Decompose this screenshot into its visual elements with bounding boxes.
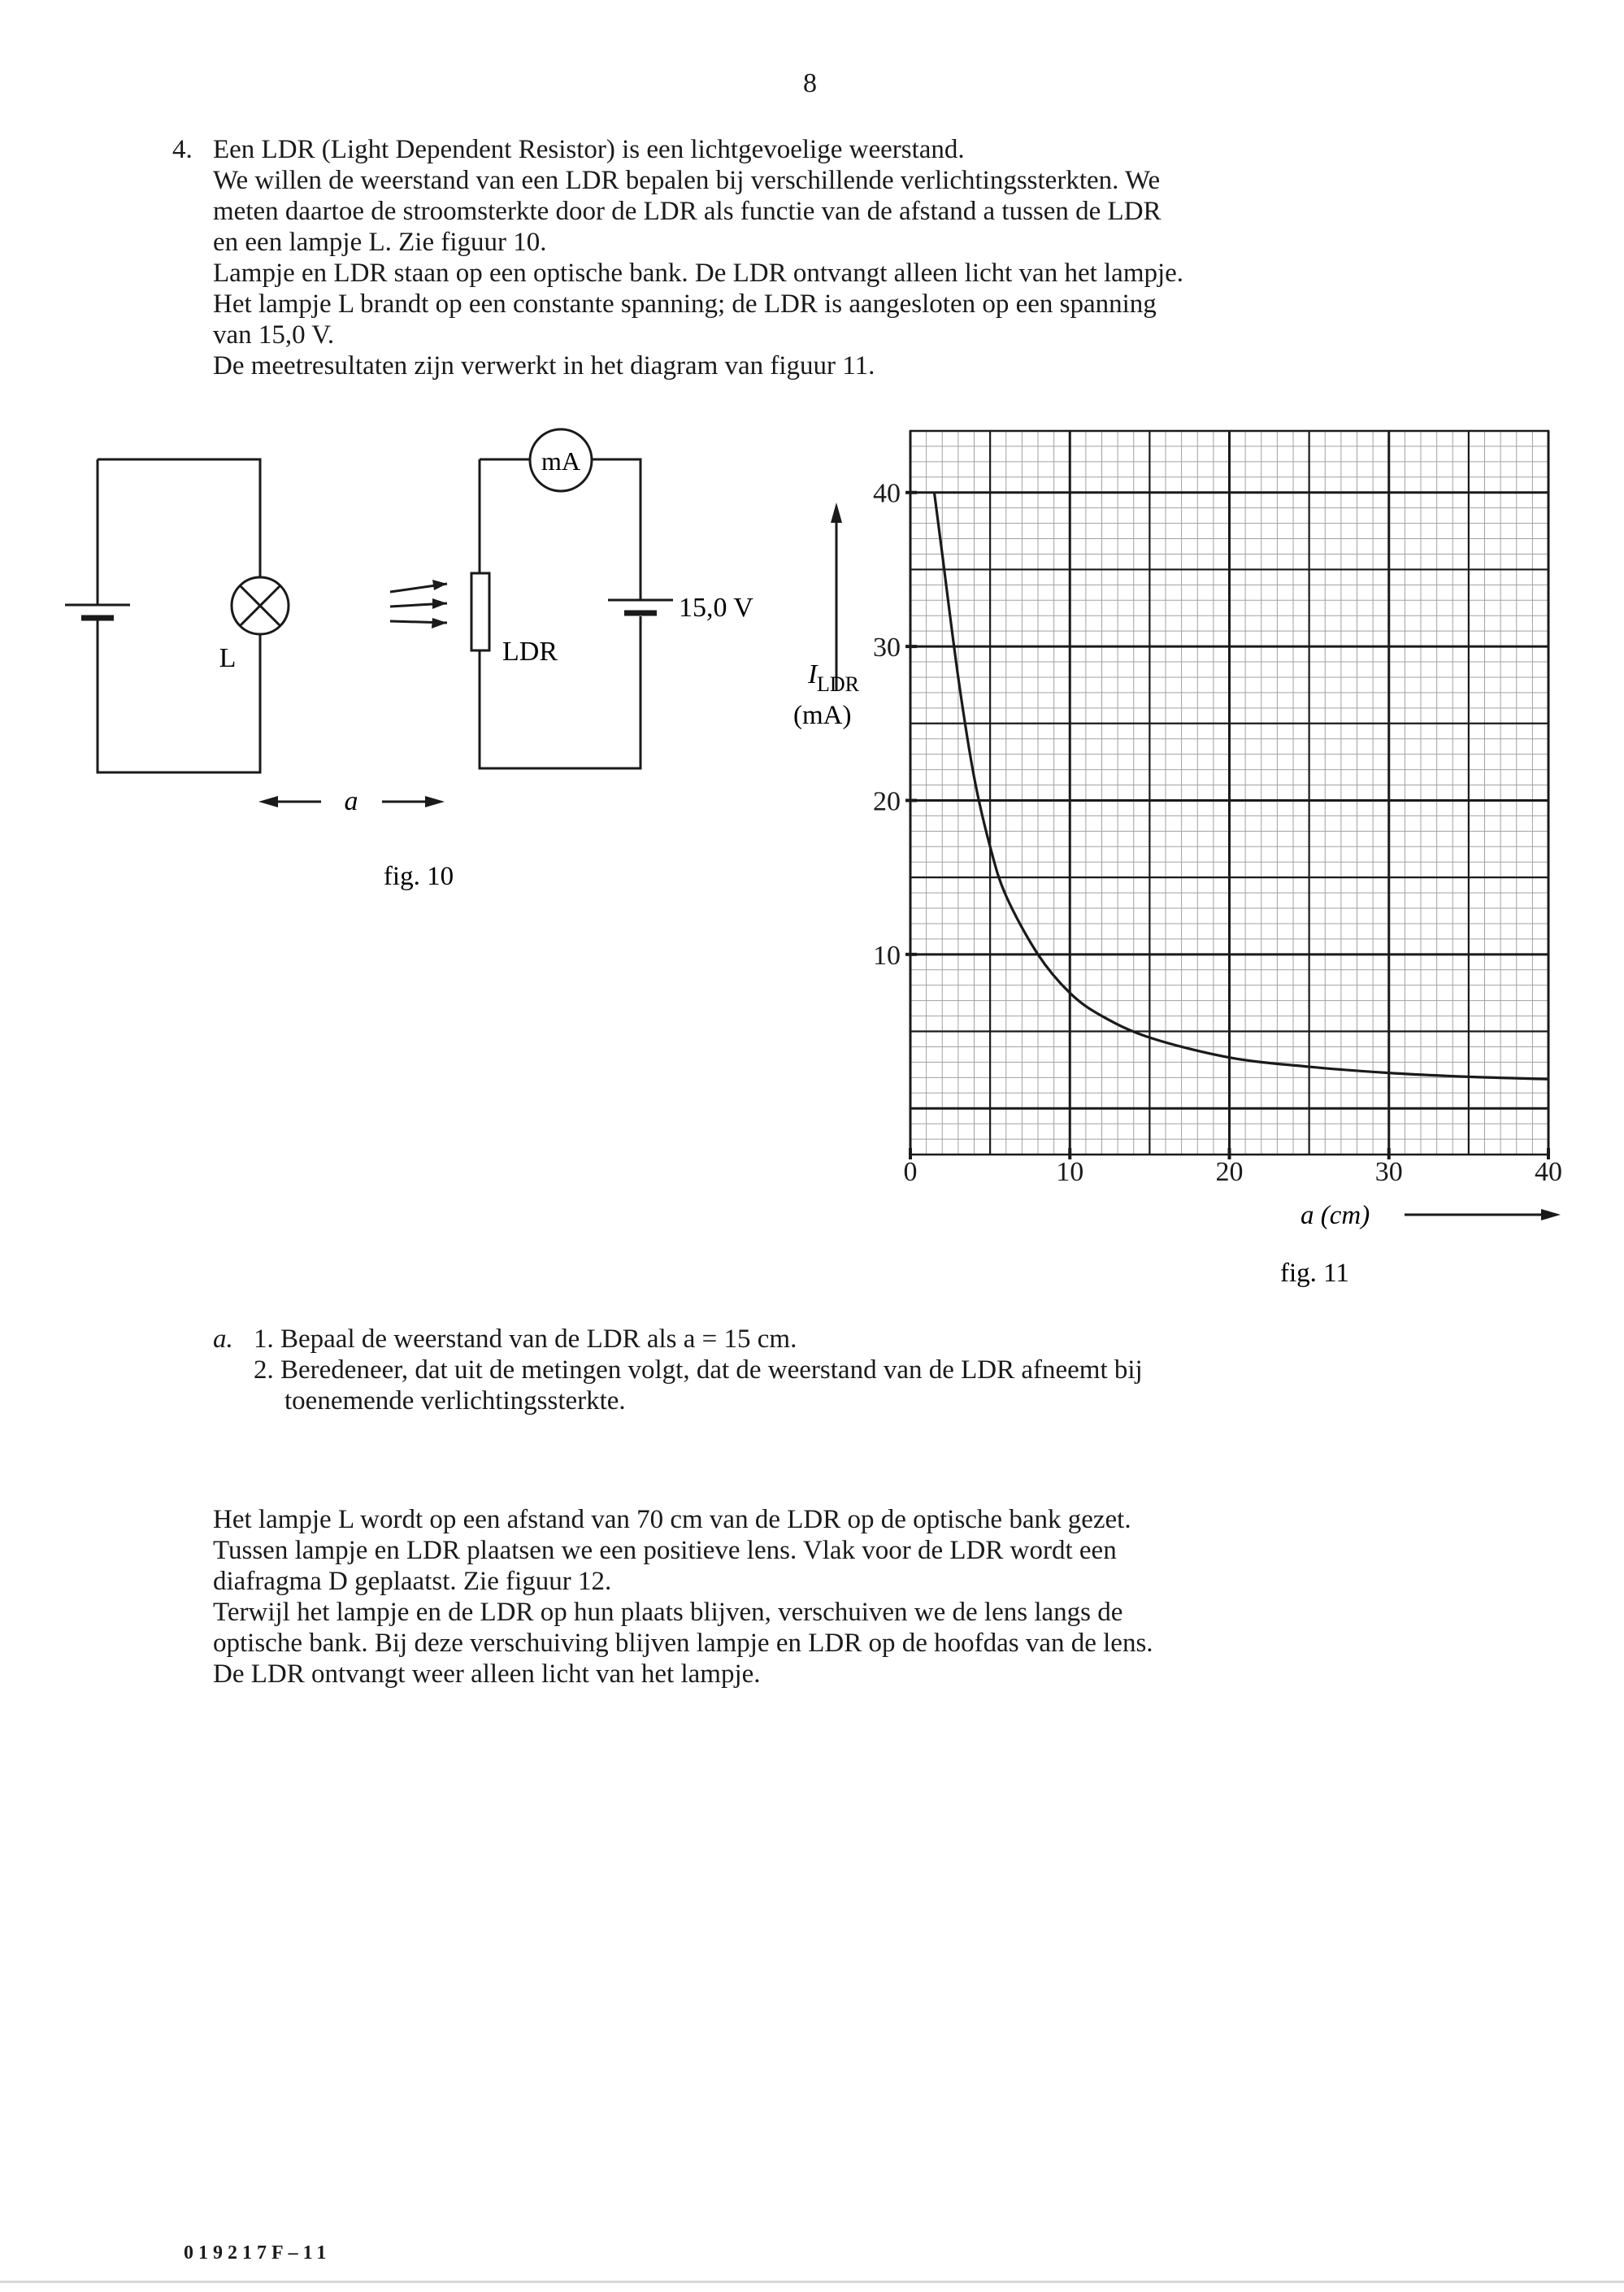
intro-line: van 15,0 V. <box>213 320 335 350</box>
fig10-caption: fig. 10 <box>383 862 454 891</box>
x-tick-label: 30 <box>1374 1157 1403 1187</box>
intro-line: en een lampje L. Zie figuur 10. <box>213 228 547 257</box>
sub-question-item: 2. Beredeneer, dat uit de metingen volgt, dat de weerstand van de LDR afneemt bij <box>254 1355 1143 1385</box>
lamp-label: L <box>219 643 237 673</box>
y-label-symbol: I <box>808 659 818 689</box>
footer-code: 019217F–11 <box>184 2242 332 2264</box>
sub-question-label: a. <box>213 1324 233 1354</box>
y-label-sub: LDR <box>817 672 859 696</box>
ldr-label: LDR <box>502 637 558 667</box>
intro-line: De meetresultaten zijn verwerkt in het diagram van figuur 11. <box>213 351 875 381</box>
x-tick-label: 0 <box>903 1157 918 1187</box>
intro-line: Het lampje L brandt op een constante spanning; de LDR is aangesloten op een spanning <box>213 289 1157 319</box>
x-tick-label: 20 <box>1215 1157 1244 1187</box>
fig10-circuit-diagram <box>49 415 829 919</box>
part2-line: diafragma D geplaatst. Zie figuur 12. <box>213 1567 612 1596</box>
question-number: 4. <box>172 135 193 164</box>
question-part2 <box>213 1504 1153 1690</box>
x-tick-label: 40 <box>1535 1157 1562 1187</box>
intro-line: We willen de weerstand van een LDR bepalen bij verschillende verlichtingssterkten. We <box>213 166 1161 195</box>
y-tick-label: 40 <box>873 478 901 509</box>
part2-line: optische bank. Bij deze verschuiving blijven lampje en LDR op de hoofdas van de lens. <box>213 1629 1153 1658</box>
x-label: a (cm) <box>1301 1201 1370 1230</box>
y-tick-label: 10 <box>873 940 901 971</box>
page-edge-divider <box>0 2281 1624 2283</box>
ldr-resistor-icon <box>471 573 489 650</box>
page-number: 8 <box>803 68 817 98</box>
sub-question-item: 1. Bepaal de weerstand van de LDR als a = 15 cm. <box>254 1324 797 1354</box>
sub-question-list <box>254 1324 1143 1416</box>
y-tick-label: 30 <box>873 633 901 663</box>
intro-line: meten daartoe de stroomsterkte door de LDR als functie van de afstand a tussen de LDR <box>213 197 1162 226</box>
question-intro <box>213 134 1183 381</box>
sub-question-item-continuation: toenemende verlichtingssterkte. <box>284 1386 626 1416</box>
y-tick-label: 20 <box>873 786 901 817</box>
y-label-unit: (mA) <box>793 701 852 730</box>
intro-line: Lampje en LDR staan op een optische bank. De LDR ontvangt alleen licht van het lampje. <box>213 259 1184 288</box>
lamp-circuit-wire <box>98 459 260 577</box>
fig11-chart <box>780 415 1593 1301</box>
meter-label: mA <box>541 446 580 476</box>
fig11-caption: fig. 11 <box>1280 1259 1349 1288</box>
part2-line: Het lampje L wordt op een afstand van 70 cm van de LDR op de optische bank gezet. <box>213 1505 1131 1534</box>
part2-line: Terwijl het lampje en de LDR op hun plaats blijven, verschuiven we de lens langs de <box>213 1598 1123 1627</box>
voltage-label: 15,0 V <box>679 593 753 623</box>
part2-line: De LDR ontvangt weer alleen licht van het lampje. <box>213 1659 761 1689</box>
intro-line: Een LDR (Light Dependent Resistor) is een lichtgevoelige weerstand. <box>213 135 965 164</box>
chart-series-line <box>934 493 1548 1079</box>
x-tick-label: 10 <box>1056 1157 1084 1187</box>
distance-label: a <box>344 786 358 816</box>
part2-line: Tussen lampje en LDR plaatsen we een positieve lens. Vlak voor de LDR wordt een <box>213 1536 1117 1565</box>
